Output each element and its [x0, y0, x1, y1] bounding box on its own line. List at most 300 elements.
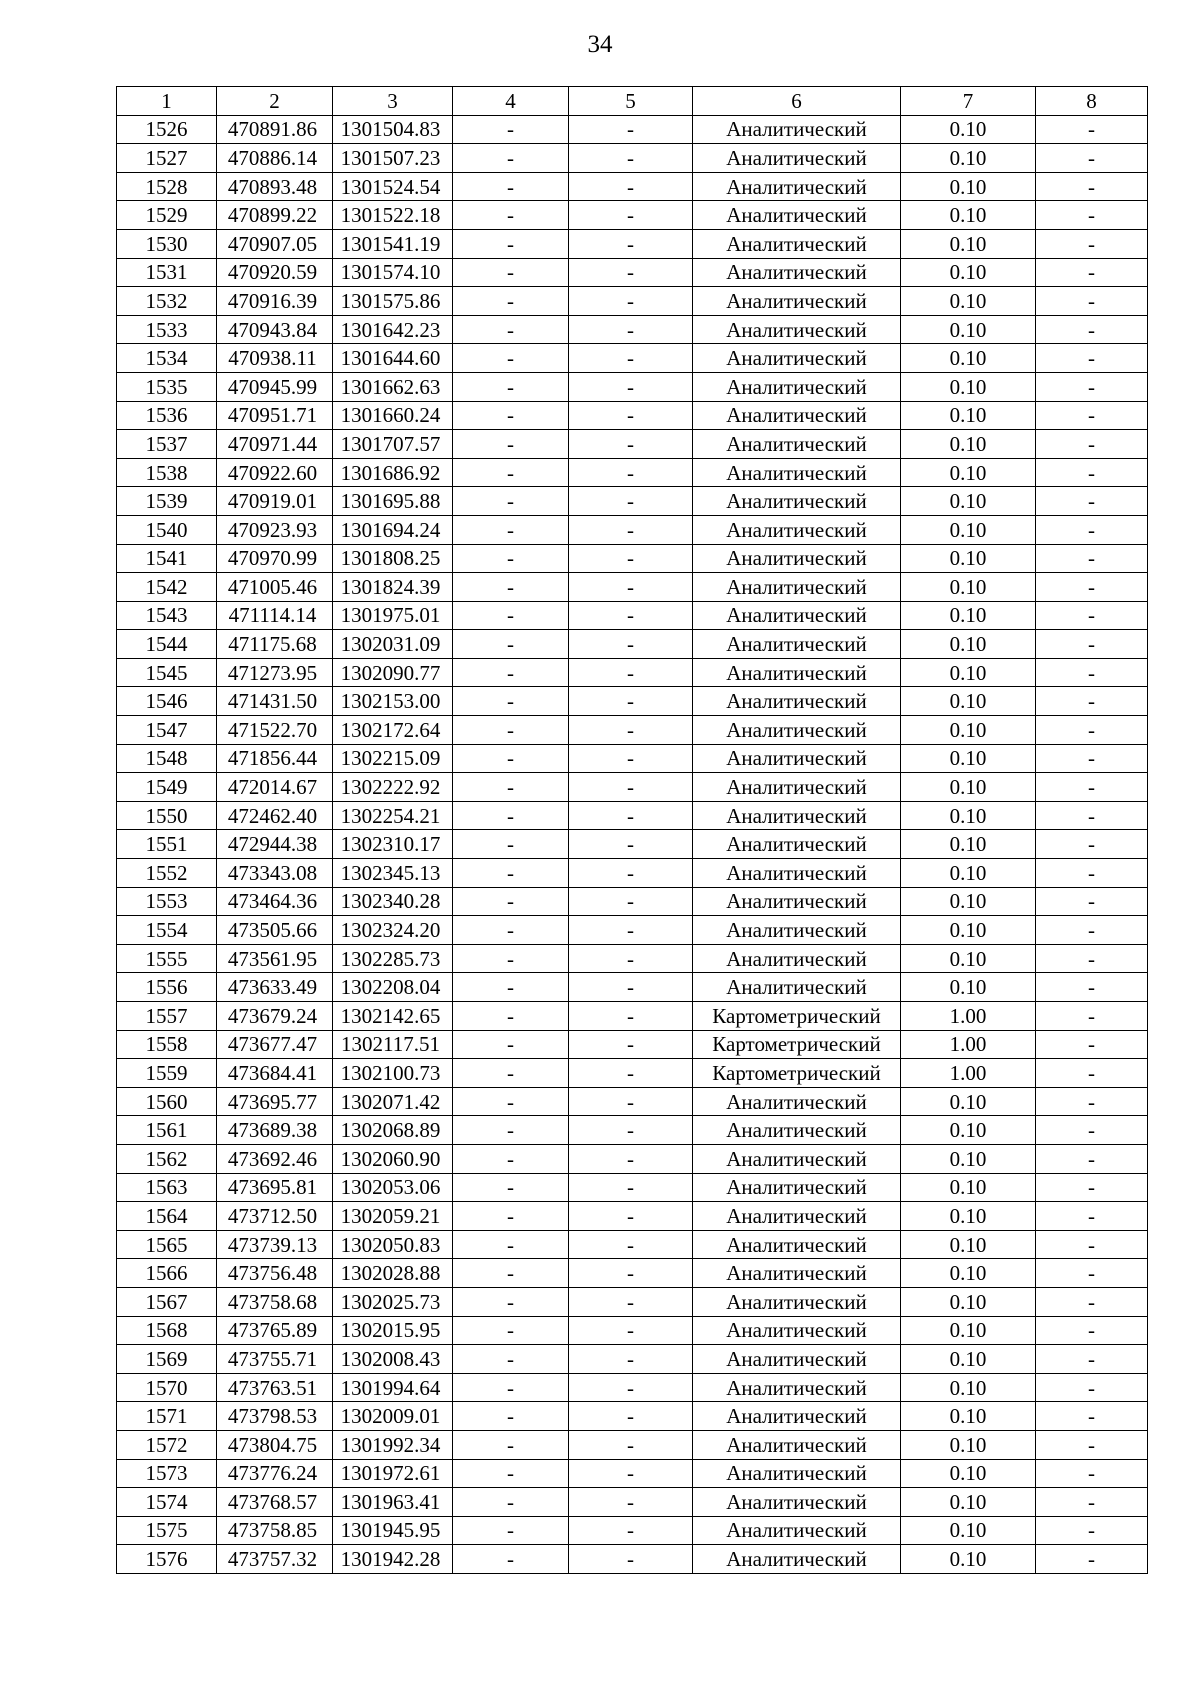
table-row [117, 172, 1148, 201]
y-coordinate-cell: 1301992.34 [333, 1430, 453, 1459]
column-8-cell: - [1036, 1230, 1148, 1259]
table-row [117, 201, 1148, 230]
column-5-cell: - [569, 287, 693, 316]
column-8-cell: - [1036, 430, 1148, 459]
y-coordinate-cell: 1302310.17 [333, 830, 453, 859]
table-row [117, 773, 1148, 802]
column-4-cell: - [453, 229, 569, 258]
column-8-cell: - [1036, 916, 1148, 945]
accuracy-cell: 0.10 [901, 544, 1036, 573]
method-cell: Аналитический [693, 487, 901, 516]
method-cell: Аналитический [693, 1202, 901, 1231]
column-5-cell: - [569, 801, 693, 830]
method-cell: Аналитический [693, 401, 901, 430]
column-4-cell: - [453, 716, 569, 745]
x-coordinate-cell: 473505.66 [217, 916, 333, 945]
column-5-cell: - [569, 487, 693, 516]
accuracy-cell: 0.10 [901, 859, 1036, 888]
column-8-cell: - [1036, 1516, 1148, 1545]
column-8-cell: - [1036, 1545, 1148, 1574]
table-row [117, 630, 1148, 659]
x-coordinate-cell: 470916.39 [217, 287, 333, 316]
column-4-cell: - [453, 744, 569, 773]
y-coordinate-cell: 1302028.88 [333, 1259, 453, 1288]
column-4-cell: - [453, 801, 569, 830]
column-5-cell: - [569, 344, 693, 373]
y-coordinate-cell: 1301972.61 [333, 1459, 453, 1488]
accuracy-cell: 0.10 [901, 1144, 1036, 1173]
method-cell: Аналитический [693, 1488, 901, 1517]
table-row [117, 973, 1148, 1002]
column-8-cell: - [1036, 687, 1148, 716]
column-4-cell: - [453, 458, 569, 487]
column-8-cell: - [1036, 172, 1148, 201]
y-coordinate-cell: 1302059.21 [333, 1202, 453, 1231]
table-row [117, 1459, 1148, 1488]
column-4-cell: - [453, 630, 569, 659]
column-4-cell: - [453, 1373, 569, 1402]
accuracy-cell: 0.10 [901, 515, 1036, 544]
column-5-cell: - [569, 1402, 693, 1431]
table-row [117, 1002, 1148, 1031]
column-8-cell: - [1036, 515, 1148, 544]
x-coordinate-cell: 470919.01 [217, 487, 333, 516]
accuracy-cell: 0.10 [901, 1116, 1036, 1145]
table-row [117, 401, 1148, 430]
point-number-cell: 1538 [117, 458, 217, 487]
column-5-cell: - [569, 973, 693, 1002]
table-row [117, 1430, 1148, 1459]
column-8-cell: - [1036, 458, 1148, 487]
x-coordinate-cell: 473756.48 [217, 1259, 333, 1288]
x-coordinate-cell: 471114.14 [217, 601, 333, 630]
method-cell: Аналитический [693, 573, 901, 602]
column-8-cell: - [1036, 1030, 1148, 1059]
method-cell: Аналитический [693, 801, 901, 830]
column-8-cell: - [1036, 1287, 1148, 1316]
column-5-cell: - [569, 458, 693, 487]
point-number-cell: 1569 [117, 1345, 217, 1374]
column-4-cell: - [453, 859, 569, 888]
method-cell: Аналитический [693, 229, 901, 258]
point-number-cell: 1573 [117, 1459, 217, 1488]
x-coordinate-cell: 470923.93 [217, 515, 333, 544]
accuracy-cell: 0.10 [901, 658, 1036, 687]
column-4-cell: - [453, 1516, 569, 1545]
y-coordinate-cell: 1301942.28 [333, 1545, 453, 1574]
column-4-cell: - [453, 830, 569, 859]
column-8-cell: - [1036, 830, 1148, 859]
column-4-cell: - [453, 1488, 569, 1517]
accuracy-cell: 0.10 [901, 1373, 1036, 1402]
y-coordinate-cell: 1301975.01 [333, 601, 453, 630]
column-4-cell: - [453, 201, 569, 230]
y-coordinate-cell: 1301574.10 [333, 258, 453, 287]
y-coordinate-cell: 1302117.51 [333, 1030, 453, 1059]
method-cell: Аналитический [693, 1373, 901, 1402]
accuracy-cell: 0.10 [901, 1488, 1036, 1517]
column-5-cell: - [569, 658, 693, 687]
column-8-cell: - [1036, 287, 1148, 316]
x-coordinate-cell: 473755.71 [217, 1345, 333, 1374]
point-number-cell: 1553 [117, 887, 217, 916]
column-4-cell: - [453, 1230, 569, 1259]
x-coordinate-cell: 472014.67 [217, 773, 333, 802]
column-8-cell: - [1036, 630, 1148, 659]
point-number-cell: 1537 [117, 430, 217, 459]
x-coordinate-cell: 470945.99 [217, 372, 333, 401]
x-coordinate-cell: 470943.84 [217, 315, 333, 344]
column-5-cell: - [569, 144, 693, 173]
x-coordinate-cell: 471522.70 [217, 716, 333, 745]
accuracy-cell: 1.00 [901, 1030, 1036, 1059]
column-5-cell: - [569, 859, 693, 888]
y-coordinate-cell: 1301662.63 [333, 372, 453, 401]
y-coordinate-cell: 1302060.90 [333, 1144, 453, 1173]
header-cell: 6 [693, 87, 901, 116]
point-number-cell: 1547 [117, 716, 217, 745]
y-coordinate-cell: 1301575.86 [333, 287, 453, 316]
y-coordinate-cell: 1301642.23 [333, 315, 453, 344]
point-number-cell: 1545 [117, 658, 217, 687]
y-coordinate-cell: 1302068.89 [333, 1116, 453, 1145]
table-row [117, 144, 1148, 173]
header-cell: 5 [569, 87, 693, 116]
column-5-cell: - [569, 1459, 693, 1488]
method-cell: Аналитический [693, 1545, 901, 1574]
column-4-cell: - [453, 1173, 569, 1202]
point-number-cell: 1527 [117, 144, 217, 173]
method-cell: Аналитический [693, 1316, 901, 1345]
x-coordinate-cell: 471273.95 [217, 658, 333, 687]
column-8-cell: - [1036, 401, 1148, 430]
method-cell: Аналитический [693, 315, 901, 344]
x-coordinate-cell: 473695.81 [217, 1173, 333, 1202]
x-coordinate-cell: 470907.05 [217, 229, 333, 258]
point-number-cell: 1565 [117, 1230, 217, 1259]
column-8-cell: - [1036, 487, 1148, 516]
x-coordinate-cell: 473712.50 [217, 1202, 333, 1231]
column-4-cell: - [453, 573, 569, 602]
x-coordinate-cell: 473689.38 [217, 1116, 333, 1145]
table-body [117, 87, 1148, 1574]
method-cell: Аналитический [693, 1402, 901, 1431]
point-number-cell: 1528 [117, 172, 217, 201]
table-row [117, 258, 1148, 287]
accuracy-cell: 0.10 [901, 1459, 1036, 1488]
accuracy-cell: 0.10 [901, 744, 1036, 773]
column-5-cell: - [569, 601, 693, 630]
point-number-cell: 1551 [117, 830, 217, 859]
x-coordinate-cell: 473692.46 [217, 1144, 333, 1173]
column-5-cell: - [569, 1259, 693, 1288]
accuracy-cell: 0.10 [901, 115, 1036, 144]
x-coordinate-cell: 470920.59 [217, 258, 333, 287]
x-coordinate-cell: 473763.51 [217, 1373, 333, 1402]
header-cell: 3 [333, 87, 453, 116]
column-4-cell: - [453, 1116, 569, 1145]
column-4-cell: - [453, 544, 569, 573]
column-8-cell: - [1036, 1259, 1148, 1288]
x-coordinate-cell: 470951.71 [217, 401, 333, 430]
column-8-cell: - [1036, 544, 1148, 573]
y-coordinate-cell: 1301695.88 [333, 487, 453, 516]
column-4-cell: - [453, 344, 569, 373]
header-cell: 4 [453, 87, 569, 116]
table-row [117, 687, 1148, 716]
column-8-cell: - [1036, 315, 1148, 344]
accuracy-cell: 0.10 [901, 1287, 1036, 1316]
table-row [117, 1059, 1148, 1088]
x-coordinate-cell: 472462.40 [217, 801, 333, 830]
table-row [117, 372, 1148, 401]
method-cell: Картометрический [693, 1002, 901, 1031]
column-4-cell: - [453, 1144, 569, 1173]
method-cell: Аналитический [693, 1345, 901, 1374]
table-row [117, 344, 1148, 373]
table-row [117, 830, 1148, 859]
column-4-cell: - [453, 1459, 569, 1488]
accuracy-cell: 0.10 [901, 1345, 1036, 1374]
y-coordinate-cell: 1302090.77 [333, 658, 453, 687]
accuracy-cell: 0.10 [901, 1516, 1036, 1545]
accuracy-cell: 0.10 [901, 601, 1036, 630]
method-cell: Аналитический [693, 716, 901, 745]
column-4-cell: - [453, 1345, 569, 1374]
column-5-cell: - [569, 315, 693, 344]
accuracy-cell: 0.10 [901, 287, 1036, 316]
point-number-cell: 1534 [117, 344, 217, 373]
column-8-cell: - [1036, 144, 1148, 173]
column-8-cell: - [1036, 115, 1148, 144]
y-coordinate-cell: 1301507.23 [333, 144, 453, 173]
y-coordinate-cell: 1301522.18 [333, 201, 453, 230]
method-cell: Аналитический [693, 1116, 901, 1145]
method-cell: Аналитический [693, 916, 901, 945]
x-coordinate-cell: 473695.77 [217, 1087, 333, 1116]
table-row [117, 1116, 1148, 1145]
accuracy-cell: 0.10 [901, 1173, 1036, 1202]
accuracy-cell: 0.10 [901, 487, 1036, 516]
column-5-cell: - [569, 1002, 693, 1031]
column-4-cell: - [453, 1002, 569, 1031]
column-4-cell: - [453, 372, 569, 401]
point-number-cell: 1549 [117, 773, 217, 802]
method-cell: Аналитический [693, 372, 901, 401]
y-coordinate-cell: 1302153.00 [333, 687, 453, 716]
method-cell: Аналитический [693, 1144, 901, 1173]
table-row [117, 1488, 1148, 1517]
table-row [117, 1316, 1148, 1345]
accuracy-cell: 0.10 [901, 973, 1036, 1002]
table-row [117, 887, 1148, 916]
y-coordinate-cell: 1302142.65 [333, 1002, 453, 1031]
accuracy-cell: 0.10 [901, 1259, 1036, 1288]
y-coordinate-cell: 1301824.39 [333, 573, 453, 602]
table-row [117, 1202, 1148, 1231]
method-cell: Аналитический [693, 830, 901, 859]
column-5-cell: - [569, 1173, 693, 1202]
method-cell: Аналитический [693, 658, 901, 687]
table-row [117, 944, 1148, 973]
column-8-cell: - [1036, 944, 1148, 973]
column-5-cell: - [569, 573, 693, 602]
table-row [117, 1287, 1148, 1316]
column-4-cell: - [453, 487, 569, 516]
y-coordinate-cell: 1302172.64 [333, 716, 453, 745]
column-4-cell: - [453, 315, 569, 344]
accuracy-cell: 0.10 [901, 315, 1036, 344]
column-8-cell: - [1036, 658, 1148, 687]
column-8-cell: - [1036, 229, 1148, 258]
point-number-cell: 1539 [117, 487, 217, 516]
x-coordinate-cell: 473561.95 [217, 944, 333, 973]
column-5-cell: - [569, 1059, 693, 1088]
x-coordinate-cell: 473776.24 [217, 1459, 333, 1488]
table-row [117, 1030, 1148, 1059]
y-coordinate-cell: 1302031.09 [333, 630, 453, 659]
y-coordinate-cell: 1302009.01 [333, 1402, 453, 1431]
table-row [117, 1373, 1148, 1402]
column-5-cell: - [569, 430, 693, 459]
x-coordinate-cell: 471856.44 [217, 744, 333, 773]
column-5-cell: - [569, 372, 693, 401]
point-number-cell: 1526 [117, 115, 217, 144]
y-coordinate-cell: 1302208.04 [333, 973, 453, 1002]
x-coordinate-cell: 473677.47 [217, 1030, 333, 1059]
accuracy-cell: 0.10 [901, 458, 1036, 487]
method-cell: Аналитический [693, 1259, 901, 1288]
x-coordinate-cell: 470922.60 [217, 458, 333, 487]
point-number-cell: 1540 [117, 515, 217, 544]
point-number-cell: 1575 [117, 1516, 217, 1545]
method-cell: Аналитический [693, 430, 901, 459]
column-4-cell: - [453, 1030, 569, 1059]
x-coordinate-cell: 473804.75 [217, 1430, 333, 1459]
column-5-cell: - [569, 1287, 693, 1316]
table-row [117, 115, 1148, 144]
column-5-cell: - [569, 1030, 693, 1059]
column-8-cell: - [1036, 1373, 1148, 1402]
y-coordinate-cell: 1301808.25 [333, 544, 453, 573]
header-cell: 7 [901, 87, 1036, 116]
column-8-cell: - [1036, 573, 1148, 602]
method-cell: Аналитический [693, 258, 901, 287]
method-cell: Аналитический [693, 115, 901, 144]
point-number-cell: 1563 [117, 1173, 217, 1202]
column-8-cell: - [1036, 1087, 1148, 1116]
table-row [117, 1345, 1148, 1374]
accuracy-cell: 0.10 [901, 144, 1036, 173]
y-coordinate-cell: 1302340.28 [333, 887, 453, 916]
x-coordinate-cell: 470891.86 [217, 115, 333, 144]
x-coordinate-cell: 470893.48 [217, 172, 333, 201]
y-coordinate-cell: 1301504.83 [333, 115, 453, 144]
method-cell: Аналитический [693, 172, 901, 201]
point-number-cell: 1532 [117, 287, 217, 316]
accuracy-cell: 0.10 [901, 773, 1036, 802]
accuracy-cell: 0.10 [901, 630, 1036, 659]
accuracy-cell: 0.10 [901, 1316, 1036, 1345]
column-4-cell: - [453, 973, 569, 1002]
y-coordinate-cell: 1301686.92 [333, 458, 453, 487]
column-5-cell: - [569, 1430, 693, 1459]
column-8-cell: - [1036, 1402, 1148, 1431]
column-8-cell: - [1036, 1488, 1148, 1517]
column-5-cell: - [569, 1345, 693, 1374]
column-5-cell: - [569, 401, 693, 430]
table-row [117, 1087, 1148, 1116]
column-4-cell: - [453, 1316, 569, 1345]
column-8-cell: - [1036, 744, 1148, 773]
accuracy-cell: 0.10 [901, 830, 1036, 859]
method-cell: Аналитический [693, 601, 901, 630]
point-number-cell: 1558 [117, 1030, 217, 1059]
method-cell: Аналитический [693, 144, 901, 173]
x-coordinate-cell: 470971.44 [217, 430, 333, 459]
column-5-cell: - [569, 1316, 693, 1345]
accuracy-cell: 0.10 [901, 1430, 1036, 1459]
column-5-cell: - [569, 944, 693, 973]
point-number-cell: 1556 [117, 973, 217, 1002]
accuracy-cell: 0.10 [901, 573, 1036, 602]
method-cell: Аналитический [693, 287, 901, 316]
column-8-cell: - [1036, 1116, 1148, 1145]
point-number-cell: 1559 [117, 1059, 217, 1088]
point-number-cell: 1566 [117, 1259, 217, 1288]
y-coordinate-cell: 1302222.92 [333, 773, 453, 802]
column-8-cell: - [1036, 1345, 1148, 1374]
table-row [117, 859, 1148, 888]
point-number-cell: 1548 [117, 744, 217, 773]
column-5-cell: - [569, 1116, 693, 1145]
column-8-cell: - [1036, 1459, 1148, 1488]
x-coordinate-cell: 471175.68 [217, 630, 333, 659]
column-8-cell: - [1036, 1316, 1148, 1345]
method-cell: Аналитический [693, 859, 901, 888]
point-number-cell: 1529 [117, 201, 217, 230]
point-number-cell: 1552 [117, 859, 217, 888]
accuracy-cell: 0.10 [901, 944, 1036, 973]
point-number-cell: 1533 [117, 315, 217, 344]
method-cell: Картометрический [693, 1030, 901, 1059]
point-number-cell: 1574 [117, 1488, 217, 1517]
column-4-cell: - [453, 401, 569, 430]
column-5-cell: - [569, 1545, 693, 1574]
column-5-cell: - [569, 515, 693, 544]
accuracy-cell: 0.10 [901, 1087, 1036, 1116]
accuracy-cell: 0.10 [901, 916, 1036, 945]
method-cell: Аналитический [693, 1230, 901, 1259]
point-number-cell: 1543 [117, 601, 217, 630]
column-5-cell: - [569, 201, 693, 230]
y-coordinate-cell: 1302050.83 [333, 1230, 453, 1259]
column-4-cell: - [453, 944, 569, 973]
method-cell: Аналитический [693, 687, 901, 716]
column-4-cell: - [453, 687, 569, 716]
method-cell: Аналитический [693, 1430, 901, 1459]
x-coordinate-cell: 473768.57 [217, 1488, 333, 1517]
column-8-cell: - [1036, 601, 1148, 630]
column-4-cell: - [453, 1402, 569, 1431]
method-cell: Аналитический [693, 887, 901, 916]
y-coordinate-cell: 1302015.95 [333, 1316, 453, 1345]
table-row [117, 458, 1148, 487]
y-coordinate-cell: 1301945.95 [333, 1516, 453, 1545]
column-5-cell: - [569, 115, 693, 144]
column-5-cell: - [569, 172, 693, 201]
method-cell: Аналитический [693, 544, 901, 573]
